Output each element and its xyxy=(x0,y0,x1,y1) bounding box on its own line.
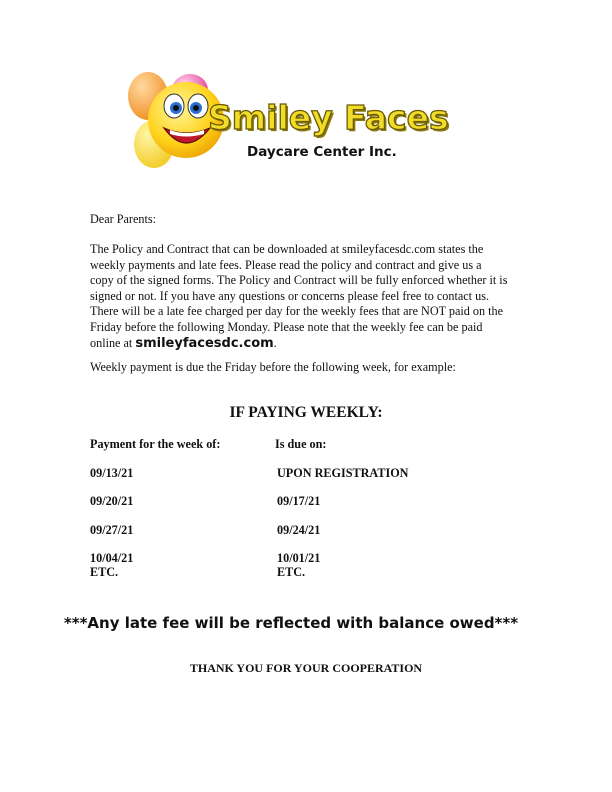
policy-paragraph xyxy=(90,242,530,351)
schedule-heading: IF PAYING WEEKLY: xyxy=(229,404,383,421)
schedule-header-row xyxy=(90,437,490,451)
paragraph-last-line xyxy=(90,336,530,352)
greeting: Dear Parents: xyxy=(90,212,156,226)
week-date: 10/04/21 xyxy=(90,551,134,565)
online-prefix: online at xyxy=(90,335,136,350)
col-header-week: Payment for the week of: xyxy=(90,437,221,451)
etc-left: ETC. xyxy=(90,565,119,579)
logo-subtitle: Daycare Center Inc. xyxy=(247,144,397,160)
due-date: 09/24/21 xyxy=(277,522,321,537)
paragraph-line: Friday before the following Monday. Please note that the weekly fee can be paid xyxy=(90,319,483,334)
schedule-row xyxy=(90,494,490,508)
paragraph-line: The Policy and Contract that can be downloaded at smileyfacesdc.com states the xyxy=(90,242,484,256)
online-suffix: . xyxy=(273,335,277,350)
schedule-row xyxy=(90,551,490,579)
thank-you-line: THANK YOU FOR YOUR COOPERATION xyxy=(189,661,423,675)
due-date: UPON REGISTRATION xyxy=(277,465,409,480)
schedule-row xyxy=(90,523,490,537)
website-domain: smileyfacesdc.com xyxy=(135,335,274,351)
schedule-row xyxy=(90,466,490,480)
week-date-cell xyxy=(90,551,133,579)
week-date: 09/20/21 xyxy=(90,494,134,508)
col-header-due: Is due on: xyxy=(275,437,327,451)
etc-right: ETC. xyxy=(277,565,306,579)
week-date: 09/27/21 xyxy=(90,522,134,537)
paragraph-line: weekly payments and late fees. Please read the policy and contract and give us a xyxy=(90,257,482,272)
payment-schedule xyxy=(90,437,490,594)
example-line: Weekly payment is due the Friday before the following week, for example: xyxy=(90,360,456,374)
logo-title: Smiley Faces xyxy=(208,98,449,137)
company-logo xyxy=(124,68,449,176)
due-date: 09/17/21 xyxy=(277,494,321,508)
late-fee-notice: ***Any late fee will be reflected with balance owed*** xyxy=(63,614,519,632)
paragraph-line: copy of the signed forms. The Policy and Contract will be fully enforced whether it is xyxy=(90,273,508,288)
due-date-cell xyxy=(277,551,320,579)
paragraph-line: There will be a late fee charged per day for the weekly fees that are NOT paid on the xyxy=(90,304,504,319)
paragraph-line: signed or not. If you have any questions or concerns please feel free to contact us. xyxy=(90,288,490,303)
due-date: 10/01/21 xyxy=(277,551,321,565)
week-date: 09/13/21 xyxy=(90,465,134,480)
